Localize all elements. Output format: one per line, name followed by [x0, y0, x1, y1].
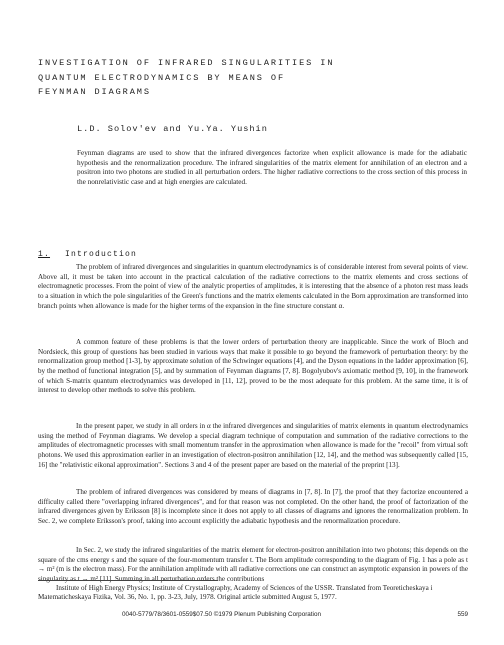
body-paragraph-3: In the present paper, we study in all orders in α the infrared divergences and singularities of matrix elements in quantum electrodynamics using the method of Feynman diagrams. We develop a special diagram technique of computation and summation of the radiative corrections to the amplitudes of electromagnetic processes with small momentum transfer in the approximation when allowance is made for the "recoil" from virtual soft photons. We used this approximation earlier in an investigation of electron-positron annihilation [12, 14], and the method was subsequently called [15, 16] the "relativistic eikonal approximation". Sections 3 and 4 of the present paper are based on the material of the preprint [13].	[38, 422, 468, 469]
page-number: 559	[457, 611, 468, 618]
body-paragraph-2: A common feature of these problems is that the lower orders of perturbation theory are inapplicable. Since the work of Bloch and Nordsieck, this group of questions has been studied in various ways that make it possible to go beyond the framework of perturbation theory: by the renormalization group method [1-3], by approximate solution of the Schwinger equations [4], and the Dyson equations in the ladder approximation [6], by the method of functional integration [5], and by summation of Feynman diagrams [7, 8]. Bogolyubov's axiomatic method [9, 10], in the framework of which S-matrix quantum electrodynamics was developed in [11, 12], proved to be the most adequate for this problem. At the same time, it is of interest to develop other methods to solve this problem.	[38, 338, 468, 395]
title-line-3: FEYNMAN DIAGRAMS	[38, 87, 151, 97]
footnote: Institute of High Energy Physics; Institute of Crystallography, Academy of Sciences of the USSR. Translated from Teoreticheskaya i Matematicheskaya Fizika, Vol. 36, No. 1, pp. 3-23, July, 1978. Original article submitted August 5, 1977.	[38, 584, 433, 602]
body-paragraph-5: In Sec. 2, we study the infrared singularities of the matrix element for electron-positron annihilation into two photons; this depends on the square of the cms energy s and the square of the four-momentum transfer t. The Born amplitude corresponding to the diagram of Fig. 1 has a pole as t → m² (m is the electron mass). For the annihilation amplitude with all radiative corrections one can construct an asymptotic expansion in powers of the singularity as t → m² [11]. Summing in all perturbation orders the contributions	[38, 546, 468, 583]
section-title: Introduction	[65, 250, 138, 259]
title-line-1: INVESTIGATION OF INFRARED SINGULARITIES IN	[38, 58, 335, 68]
section-heading	[38, 250, 137, 259]
copyright-line: 0040-5779/78/3601-0559$07.50 ©1979 Plenum Publishing Corporation	[122, 611, 321, 618]
abstract: Feynman diagrams are used to show that the infrared divergences factorize when explicit allowance is made for the adiabatic hypothesis and the renormalization procedure. The infrared singularities of the matrix element for annihilation of an electron and a positron into two photons are studied in all perturbation orders. The higher radiative corrections to the cross section of this process in the nonrelativistic case and at high energies are calculated.	[77, 149, 467, 187]
paper-title	[38, 56, 458, 100]
body-paragraph-1: The problem of infrared divergences and singularities in quantum electrodynamics is of considerable interest from several points of view. Above all, it must be taken into account in the practical calculation of the radiative corrections to the matrix elements and cross sections of electromagnetic processes. From the point of view of the analytic properties of amplitudes, it is interesting that the absence of a photon rest mass leads to a situation in which the pole singularities of the Green's functions and the matrix elements calculated in the Born approximation are transformed into branch points when allowance is made for the higher terms of the expansion in the fine structure constant α.	[38, 263, 468, 310]
page-footer	[38, 611, 468, 623]
section-number: 1.	[38, 250, 51, 259]
title-line-2: QUANTUM ELECTRODYNAMICS BY MEANS OF	[38, 72, 285, 83]
footnote-rule	[38, 580, 218, 581]
authors: L.D. Solov'ev and Yu.Ya. Yushin	[77, 124, 268, 134]
body-paragraph-4: The problem of infrared divergences was considered by means of diagrams in [7, 8]. In [7], the proof that they factorize encountered a difficulty called there "overlapping infrared divergences", and for that reason was not completed. On the other hand, the proof of factorization of the infrared divergences given by Eriksson [8] is incomplete since it does not apply to all classes of diagrams and ignores the renormalization problem. In Sec. 2, we complete Eriksson's proof, taking into account explicitly the adiabatic hypothesis and the renormalization procedure.	[38, 488, 468, 525]
